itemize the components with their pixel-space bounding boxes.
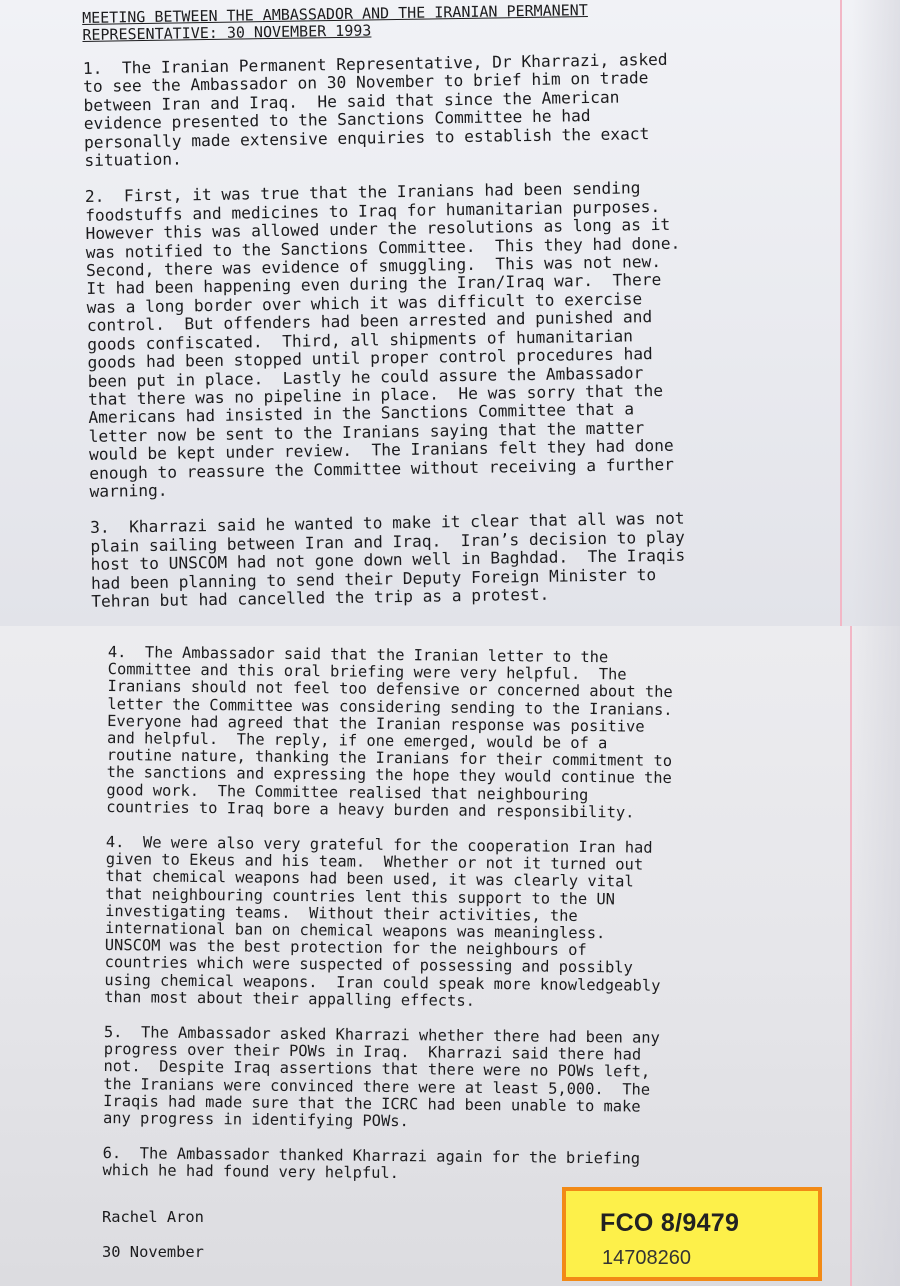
document-page-1 [0, 0, 900, 626]
paragraph-2: 2. First, it was true that the Iranians had been sending foodstuffs and medicines to Iraq for humanitarian purposes. However this was allowed under the resolutions as long as it was notified to the Sanctions Committee. This they had done. Second, there was evidence of smuggling. This was not new. It had been happening even during the Iran/Iraq war. There was a long border over which it was difficult to exercise control. But offenders had been arrested and punished and goods confiscated. Third, all shipments of humanitarian goods had been stopped until proper control procedures had been put in place. Lastly he could assure the Ambassador that there was no pipeline in place. He was sorry that the Americans had insisted in the Sanctions Committee that a letter now be sent to the Iranians saying that the matter would be kept under review. The Iranians felt they had done enough to reassure the Committee without receiving a further warning. [84, 178, 681, 501]
signature-name: Rachel Aron [102, 1208, 204, 1226]
document-title-line-2: REPRESENTATIVE: 30 NOVEMBER 1993 [82, 21, 372, 44]
paragraph-4: 4. The Ambassador said that the Iranian letter to the Committee and this oral briefing were very helpful. The Iranians should not feel too defensive or concerned about the letter the Committee was considering sending to the Iranians. Everyone had agreed that the Iranian response was positive and helpful. The reply, if one emerged, would be of a routine nature, thanking the Iranians for their commitment to the sanctions and expressing the hope they would continue the good work. The Committee realised that neighbouring countries to Iraq bore a heavy burden and responsibility. [106, 643, 673, 822]
page-2-text [102, 644, 768, 1187]
signature-date: 30 November [102, 1243, 204, 1261]
archive-number: 14708260 [602, 1247, 691, 1269]
archive-reference: FCO 8/9479 [600, 1209, 740, 1237]
archive-reference-label [562, 1187, 822, 1281]
paragraph-6: 6. The Ambassador thanked Kharrazi again for the briefing which he had found very helpful. [102, 1144, 641, 1183]
paragraph-5: 5. The Ambassador asked Kharrazi whether there had been any progress over their POWs in Iraq. Kharrazi said there had not. Despite Iraq assertions that there were no POWs left, the Iranians were convinced there were at least 5,000. The Iraqis had made sure that the ICRC had been unable to make any progress in identifying POWs. [102, 1023, 660, 1131]
page-1-text [82, 0, 791, 611]
margin-line [840, 0, 842, 626]
paragraph-3: 3. Kharrazi said he wanted to make it clear that all was not plain sailing between Iran and Iraq. Iran’s decision to play host to UNSCOM had not gone down well in Baghdad. The Iraqis had been planning to send their Deputy Foreign Minister to Tehran but had cancelled the trip as a protest. [89, 508, 686, 611]
paragraph-4b: 4. We were also very grateful for the cooperation Iran had given to Ekeus and his team. Whether or not it turned out that chemical weapons had been used, it was clearly vital that neighbouring countries lent this support to the UN investigating teams. Without their activities, the international ban on chemical weapons was meaningless. UNSCOM was the best protection for the neighbours of countries which were suspected of possessing and possibly using chemical weapons. Iran could speak more knowledgeably than most about their appalling effects. [104, 833, 661, 1010]
document-title-line-1: MEETING BETWEEN THE AMBASSADOR AND THE IRANIAN PERMANENT [81, 1, 588, 27]
paragraph-1: 1. The Iranian Permanent Representative, Dr Kharrazi, asked to see the Ambassador on 30 November to brief him on trade between Iran and Iraq. He said that since the American evidence presented to the Sanctions Committee he had personally made extensive enquiries to establish the exact situation. [82, 49, 668, 171]
